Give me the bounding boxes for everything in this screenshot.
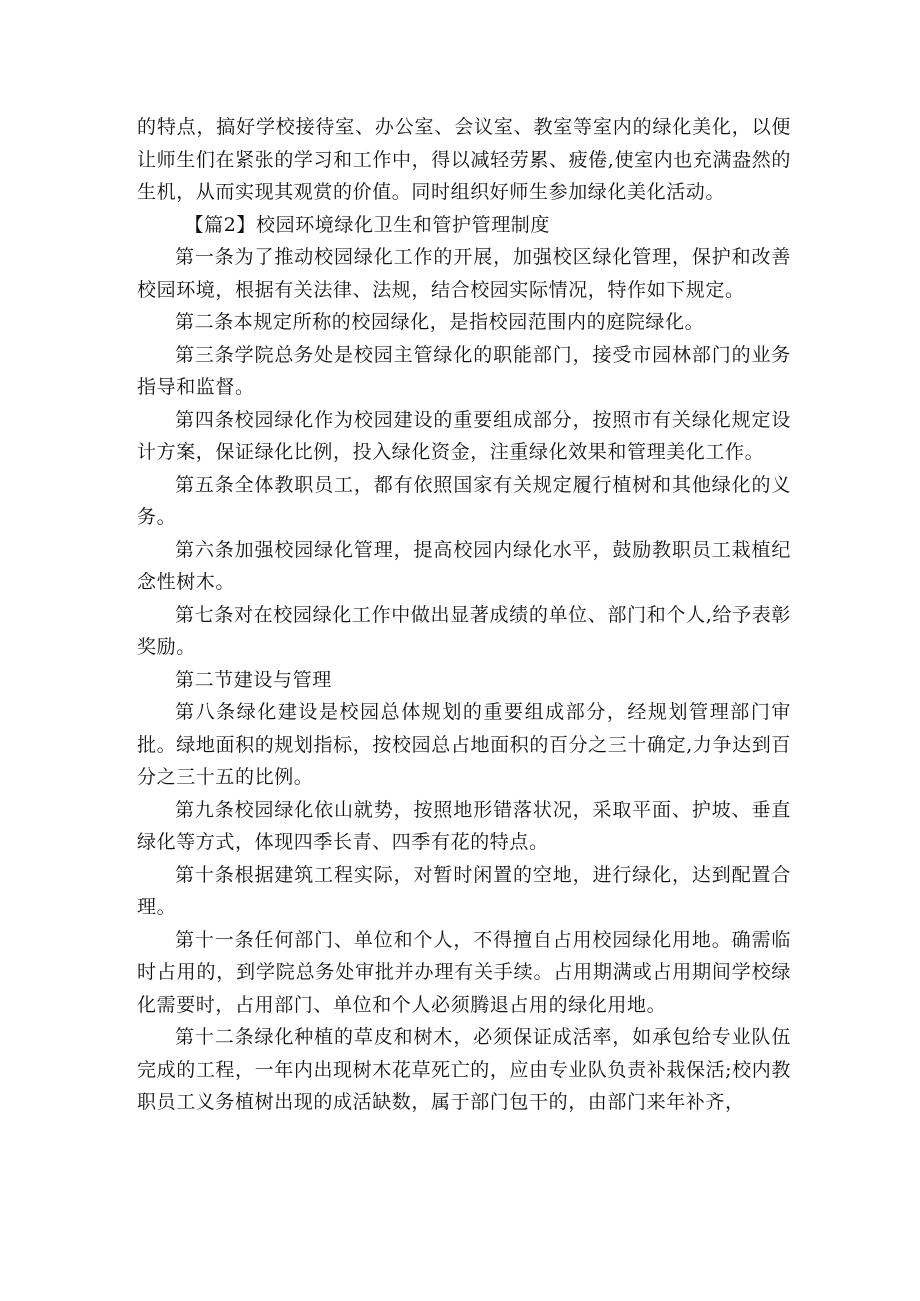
article-paragraph: 第六条加强校园绿化管理，提高校园内绿化水平，鼓励教职员工栽植纪念性树木。 (137, 538, 791, 593)
article-paragraph: 第三条学院总务处是校园主管绿化的职能部门，接受市园林部门的业务指导和监督。 (137, 343, 791, 398)
article-paragraph: 第二条本规定所称的校园绿化，是指校园范围内的庭院绿化。 (175, 311, 705, 333)
article-paragraph: 第一条为了推动校园绿化工作的开展，加强校区绿化管理，保护和改善校园环境，根据有关法律、法规，结合校园实际情况，特作如下规定。 (137, 246, 791, 301)
article-paragraph: 第十二条绿化种植的草皮和树木，必须保证成活率，如承包给专业队伍完成的工程，一年内出现树木花草死亡的，应由专业队负责补栽保活;校内教职员工义务植树出现的成活缺数，属于部门包干的，由部门来年补齐， (137, 1026, 791, 1113)
article-paragraph: 第七条对在校园绿化工作中做出显著成绩的单位、部门和个人,给予表彰奖励。 (137, 603, 791, 658)
article-paragraph: 第十条根据建筑工程实际，对暂时闲置的空地，进行绿化，达到配置合理。 (137, 863, 791, 918)
article-paragraph: 第四条校园绿化作为校园建设的重要组成部分，按照市有关绿化规定设计方案，保证绿化比例，投入绿化资金，注重绿化效果和管理美化工作。 (137, 408, 791, 463)
article-paragraph: 第十一条任何部门、单位和个人，不得擅自占用校园绿化用地。确需临时占用的，到学院总务处审批并办理有关手续。占用期满或占用期间学校绿化需要时，占用部门、单位和个人必须腾退占用的绿化用地。 (137, 928, 791, 1016)
article-paragraph: 第九条校园绿化依山就势，按照地形错落状况，采取平面、护坡、垂直绿化等方式，体现四季长青、四季有花的特点。 (137, 798, 791, 853)
section-subheading: 第二节建设与管理 (175, 668, 332, 691)
paragraph-continuation: 的特点，搞好学校接待室、办公室、会议室、教室等室内的绿化美化，以便让师生们在紧张的学习和工作中，得以减轻劳累、疲倦,使室内也充满盎然的生机，从而实现其观赏的价值。同时组织好师生参加绿化美化活动。 (137, 116, 791, 203)
article-paragraph: 第八条绿化建设是校园总体规划的重要组成部分，经规划管理部门审批。绿地面积的规划指标，按校园总占地面积的百分之三十确定,力争达到百分之三十五的比例。 (137, 701, 791, 788)
section-heading: 【篇2】校园环境绿化卫生和管护管理制度 (184, 213, 550, 236)
article-paragraph: 第五条全体教职员工，都有依照国家有关规定履行植树和其他绿化的义务。 (137, 473, 791, 528)
